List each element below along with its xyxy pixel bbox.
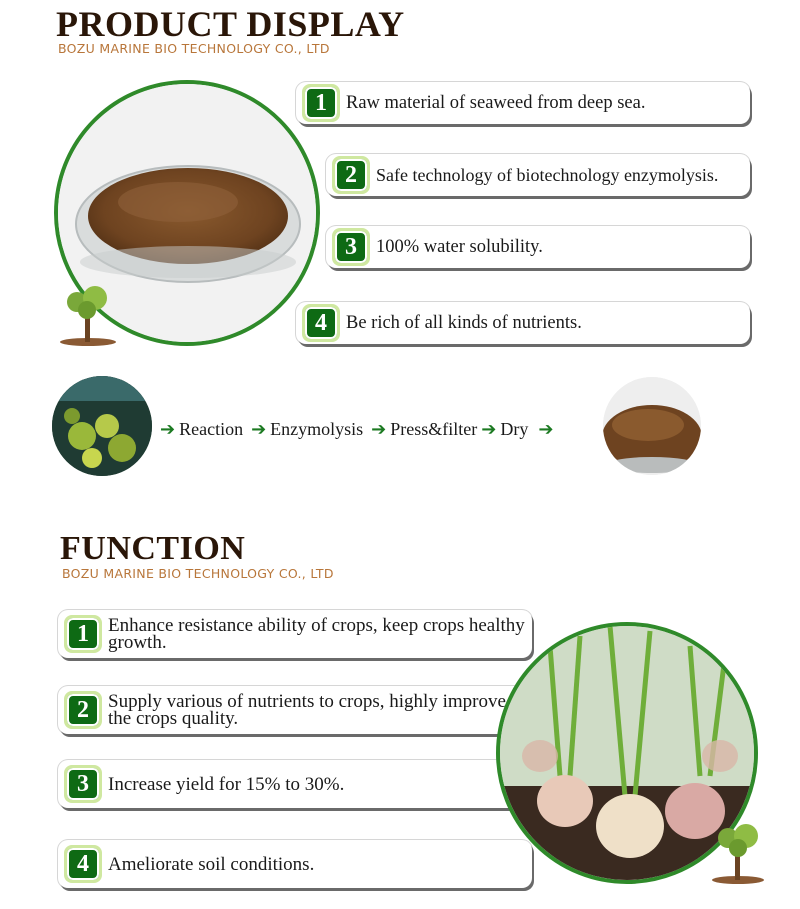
function-item-2 [58, 686, 532, 734]
feature-item-4 [296, 302, 750, 344]
feature-text: Be rich of all kinds of nutrients. [346, 312, 582, 333]
number-badge: 1 [64, 615, 102, 653]
function-text: Increase yield for 15% to 30%. [108, 773, 345, 795]
tree-icon [708, 818, 768, 884]
arrow-right-icon: ➔ [481, 419, 497, 440]
arrow-right-icon: ➔ [251, 419, 267, 440]
number-badge: 2 [64, 691, 102, 729]
process-step: Press&filter [390, 419, 478, 439]
seaweed-image [52, 376, 152, 476]
product-display-title: PRODUCT DISPLAY [56, 4, 405, 44]
function-item-3 [58, 760, 532, 808]
feature-text: 100% water solubility. [376, 236, 543, 257]
number-badge: 3 [64, 765, 102, 803]
feature-item-1 [296, 82, 750, 124]
function-subtitle: BOZU MARINE BIO TECHNOLOGY CO., LTD [62, 566, 334, 581]
number-badge: 4 [302, 304, 340, 342]
feature-text: Raw material of seaweed from deep sea. [346, 92, 646, 113]
tree-icon [55, 282, 121, 346]
function-item-4 [58, 840, 532, 888]
arrow-right-icon: ➔ [371, 419, 387, 440]
number-badge: 4 [64, 845, 102, 883]
feature-item-3 [326, 226, 750, 268]
function-title: FUNCTION [60, 530, 246, 567]
number-badge: 2 [332, 156, 370, 194]
number-badge: 3 [332, 228, 370, 266]
process-step: Enzymolysis [270, 419, 364, 439]
process-step: Reaction [179, 419, 244, 439]
number-badge: 1 [302, 84, 340, 122]
arrow-right-icon: ➔ [538, 419, 554, 440]
process-flow [156, 419, 557, 440]
function-text: Supply various of nutrients to crops, highly improve the crops quality. [108, 691, 506, 729]
dry-powder-image [603, 377, 701, 475]
feature-item-2 [326, 154, 750, 196]
arrow-right-icon: ➔ [160, 419, 176, 440]
function-text: Ameliorate soil conditions. [108, 853, 315, 875]
function-item-1 [58, 610, 532, 658]
function-text: Enhance resistance ability of crops, keep crops healthy growth. [108, 615, 525, 653]
feature-text: Safe technology of biotechnology enzymolysis. [376, 164, 719, 185]
product-display-subtitle: BOZU MARINE BIO TECHNOLOGY CO., LTD [58, 41, 330, 56]
process-step: Dry [500, 419, 529, 439]
